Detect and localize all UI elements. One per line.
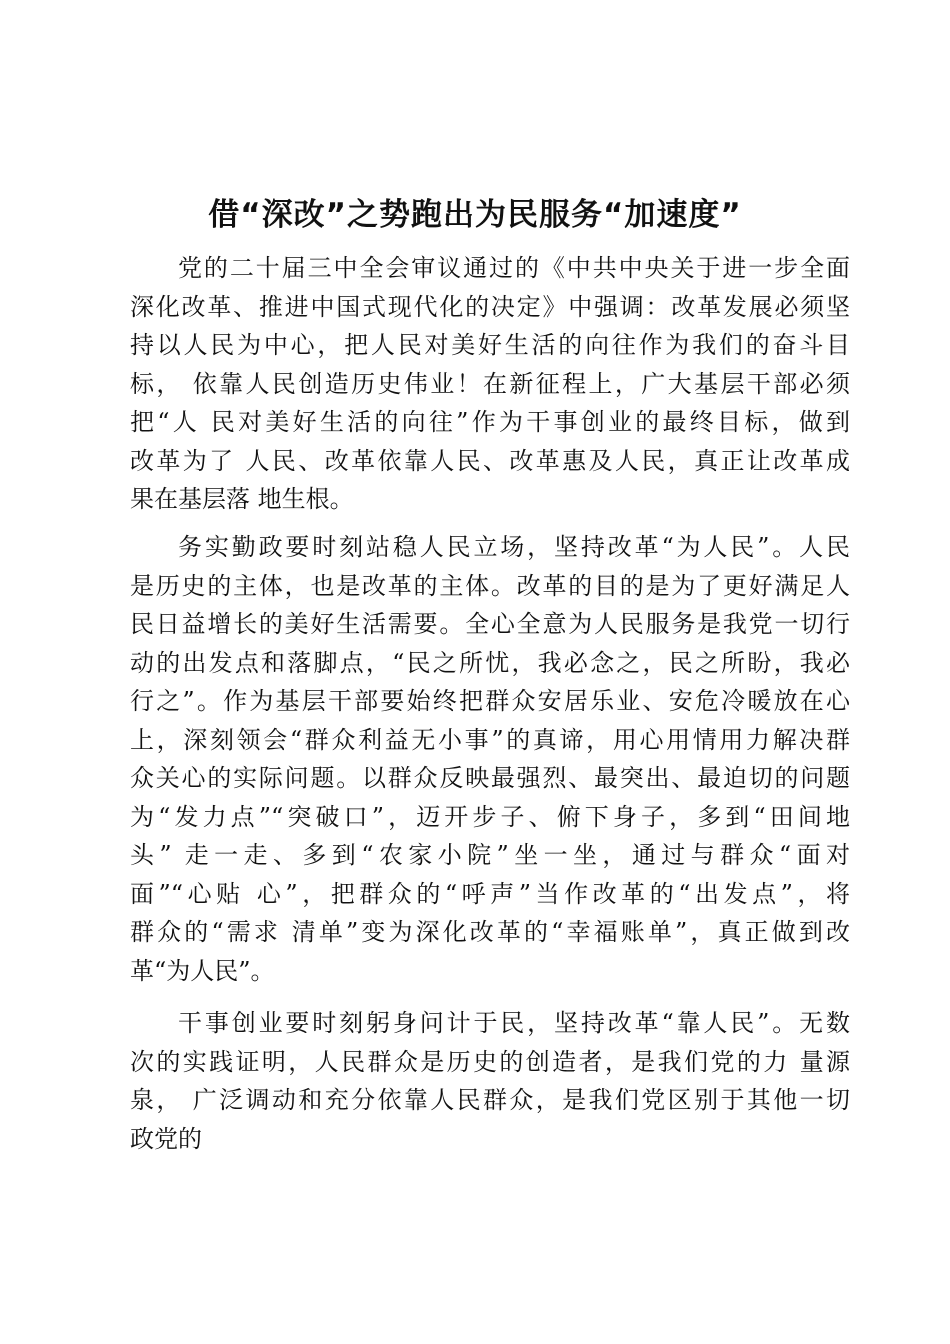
paragraph-1-line-4: 标， 依靠人民创造历史伟业！在新征程上，广大基层干部必须	[130, 369, 850, 398]
paragraph-1-line-2: 深化改革、推进中国式现代化的决定》中强调：改革发展必须坚	[130, 292, 850, 321]
paragraph-3-line-4: 政党的	[130, 1124, 202, 1153]
paragraph-2-line-8: 为“发力点”“突破口”，迈开步子、俯下身子，多到“田间地	[130, 802, 850, 831]
paragraph-1-line-3: 持以人民为中心，把人民对美好生活的向往作为我们的奋斗目	[130, 331, 850, 359]
paragraph-1	[130, 249, 850, 519]
paragraph-2-line-4: 动的出发点和落脚点，“民之所忧，我必念之，民之所盼，我必	[130, 648, 850, 677]
paragraph-3-line-3: 泉， 广泛调动和充分依靠人民群众，是我们党区别于其他一切	[130, 1086, 850, 1114]
paragraph-2-line-11: 群众的“需求 清单”变为深化改革的“幸福账单”，真正做到改	[130, 918, 850, 946]
paragraph-2-line-9: 头” 走一走、多到“农家小院”坐一坐，通过与群众“面对	[130, 841, 850, 869]
paragraph-2-line-12: 革“为人民”。	[130, 956, 275, 985]
paragraph-2-line-2: 是历史的主体，也是改革的主体。改革的目的是为了更好满足人	[130, 571, 850, 600]
paragraph-2	[130, 528, 850, 990]
paragraph-1-line-1: 党的二十届三中全会审议通过的《中共中央关于进一步全面	[178, 254, 850, 282]
paragraph-2-line-6: 上，深刻领会“群众利益无小事”的真谛，用心用情用力解决群	[130, 725, 850, 754]
paragraph-3-line-2: 次的实践证明，人民群众是历史的创造者，是我们党的力 量源	[130, 1047, 850, 1076]
paragraph-1-line-5: 把“人 民对美好生活的向往”作为干事创业的最终目标，做到	[130, 408, 850, 436]
paragraph-3-line-1: 干事创业要时刻躬身问计于民，坚持改革“靠人民”。无数	[178, 1009, 850, 1037]
paragraph-2-line-7: 众关心的实际问题。以群众反映最强烈、最突出、最迫切的问题	[130, 764, 850, 792]
page-title: 借“深改”之势跑出为民服务“加速度”	[208, 197, 742, 233]
paragraph-3	[130, 1004, 850, 1158]
paragraph-2-line-3: 民日益增长的美好生活需要。全心全意为人民服务是我党一切行	[130, 610, 850, 638]
paragraph-2-line-1: 务实勤政要时刻站稳人民立场，坚持改革“为人民”。人民	[178, 533, 850, 561]
paragraph-1-line-7: 果在基层落 地生根。	[130, 485, 354, 513]
paragraph-2-line-10: 面”“心贴 心”，把群众的“呼声”当作改革的“出发点”，将	[130, 879, 850, 908]
paragraph-2-line-5: 行之”。作为基层干部要始终把群众安居乐业、安危冷暖放在心	[130, 687, 850, 715]
paragraph-1-line-6: 改革为了 人民、改革依靠人民、改革惠及人民，真正让改革成	[130, 446, 850, 475]
